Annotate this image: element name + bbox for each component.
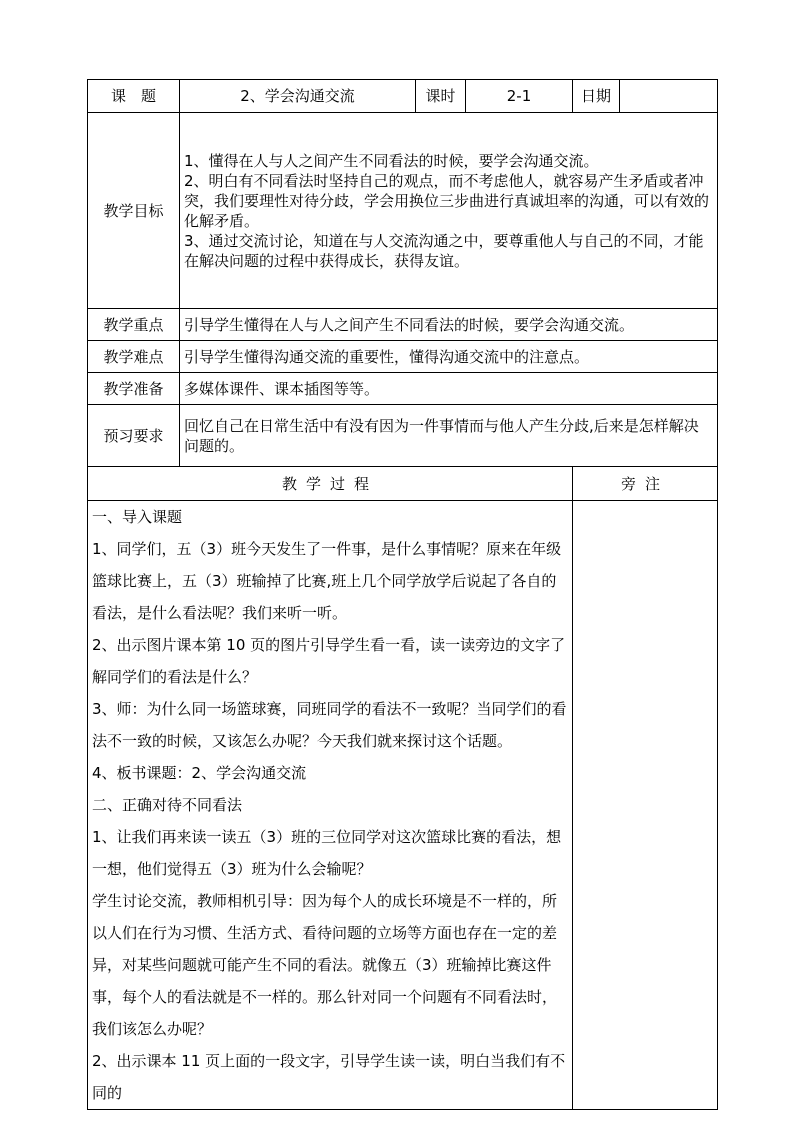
- preview-value: 回忆自己在日常生活中有没有因为一件事情而与他人产生分歧,后来是怎样解决问题的。: [180, 405, 718, 467]
- key-point-row: [88, 309, 718, 341]
- difficulty-value: 引导学生懂得沟通交流的重要性，懂得沟通交流中的注意点。: [180, 341, 718, 373]
- goals-content: [180, 113, 718, 309]
- process-line: 2、出示课本 11 页上面的一段文字，引导学生读一读，明白当我们有不同的: [92, 1052, 566, 1102]
- process-line: 二、正确对待不同看法: [92, 796, 243, 814]
- key-point-value: 引导学生懂得在人与人之间产生不同看法的时候，要学会沟通交流。: [180, 309, 718, 341]
- date-label: 日期: [573, 80, 620, 113]
- preview-row: [88, 405, 718, 467]
- lesson-plan-table: [87, 79, 718, 1110]
- header-row: [88, 80, 718, 113]
- date-value: [620, 80, 718, 113]
- process-line: 学生讨论交流，教师相机引导：因为每个人的成长环境是不一样的，所以人们在行为习惯、生活方式、看待问题的立场等方面也存在一定的差异，对某些问题就可能产生不同的看法。就像五（3）班输掉比赛这件事，每个人的看法就是不一样的。那么针对同一个问题有不同看法时，我们该怎么办呢？: [92, 892, 558, 1038]
- key-point-label: 教学重点: [88, 309, 180, 341]
- process-line: 3、师：为什么同一场篮球赛，同班同学的看法不一致呢？当同学们的看法不一致的时候，又该怎么办呢？今天我们就来探讨这个话题。: [92, 700, 567, 750]
- goals-label: 教学目标: [88, 113, 180, 309]
- process-line: 一、导入课题: [92, 508, 183, 526]
- topic-value: 2、学会沟通交流: [180, 80, 416, 113]
- period-label: 课时: [416, 80, 466, 113]
- process-label: 教学过程: [88, 467, 573, 501]
- process-content: [88, 501, 573, 1110]
- process-line: 1、让我们再来读一读五（3）班的三位同学对这次篮球比赛的看法，想一想，他们觉得五（3）班为什么会输呢？: [92, 828, 562, 878]
- goals-row: [88, 113, 718, 309]
- side-note-area: [573, 501, 718, 1110]
- side-note-label: 旁注: [573, 467, 718, 501]
- process-body-row: [88, 501, 718, 1110]
- process-header-row: [88, 467, 718, 501]
- period-value: 2-1: [466, 80, 573, 113]
- goal-item: 3、通过交流讨论，知道在与人交流沟通之中，要尊重他人与自己的不同，才能在解决问题的过程中获得成长，获得友谊。: [184, 231, 704, 270]
- process-line: 4、板书课题：2、学会沟通交流: [92, 764, 307, 782]
- difficulty-label: 教学难点: [88, 341, 180, 373]
- goal-item: 2、明白有不同看法时坚持自己的观点，而不考虑他人，就容易产生矛盾或者冲突，我们要理性对待分歧，学会用换位三步曲进行真诚坦率的沟通，可以有效的化解矛盾。: [184, 171, 710, 230]
- preparation-label: 教学准备: [88, 373, 180, 405]
- preparation-row: [88, 373, 718, 405]
- topic-label: 课 题: [88, 80, 180, 113]
- difficulty-row: [88, 341, 718, 373]
- preview-label: 预习要求: [88, 405, 180, 467]
- preparation-value: 多媒体课件、课本插图等等。: [180, 373, 718, 405]
- process-line: 1、同学们，五（3）班今天发生了一件事，是什么事情呢？原来在年级篮球比赛上，五（3）班输掉了比赛,班上几个同学放学后说起了各自的看法，是什么看法呢？我们来听一听。: [92, 540, 562, 622]
- process-line: 2、出示图片课本第 10 页的图片引导学生看一看，读一读旁边的文字了解同学们的看法是什么？: [92, 636, 566, 686]
- goal-item: 1、懂得在人与人之间产生不同看法的时候，要学会沟通交流。: [184, 151, 599, 170]
